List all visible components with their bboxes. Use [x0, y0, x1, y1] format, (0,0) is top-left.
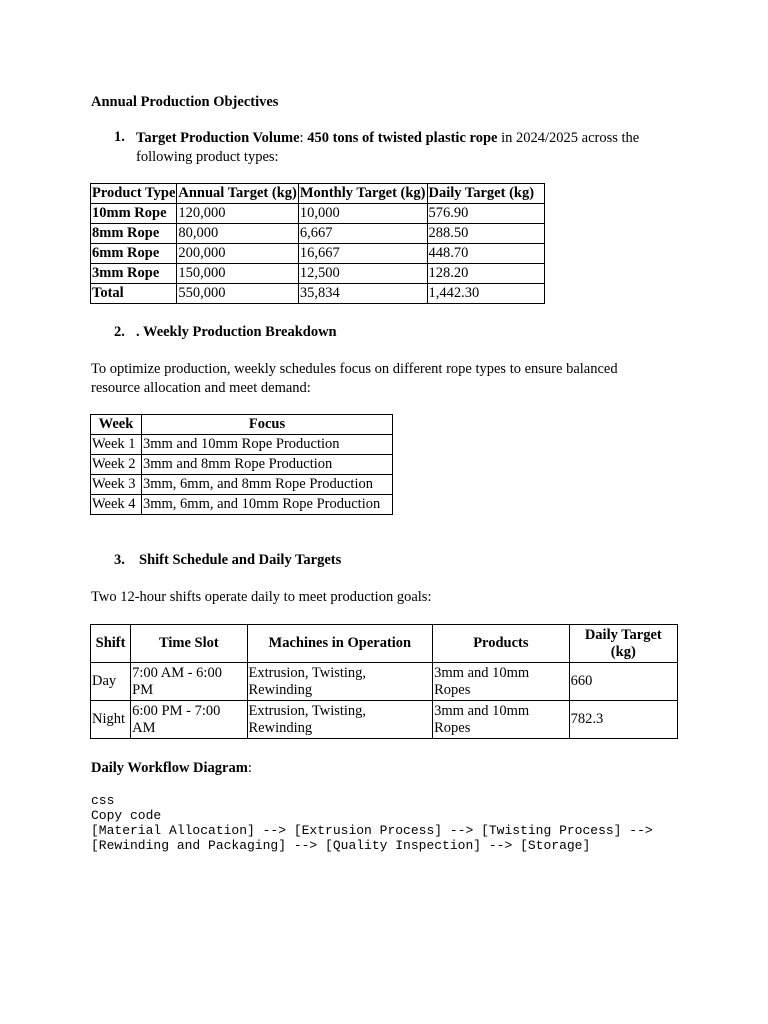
weekly-breakdown-table: [90, 414, 393, 515]
table-cell: 128.20: [427, 264, 544, 284]
table-header: Shift: [91, 625, 131, 663]
table-cell: 576.90: [427, 204, 544, 224]
table-cell: 782.3: [569, 701, 677, 739]
table-cell: 150,000: [177, 264, 298, 284]
table-cell: 3mm, 6mm, and 10mm Rope Production: [142, 495, 393, 515]
shift-schedule-table: [90, 624, 678, 739]
table-cell: 660: [569, 663, 677, 701]
table-row: [91, 495, 393, 515]
table-header: Annual Target (kg): [177, 184, 298, 204]
table-row: [91, 244, 545, 264]
table-row: [91, 435, 393, 455]
table-header: Time Slot: [131, 625, 247, 663]
workflow-heading: [91, 760, 252, 777]
table-cell: 3mm and 10mm Ropes: [433, 663, 569, 701]
product-targets-table: [90, 183, 545, 304]
item-1-colon: :: [299, 130, 304, 146]
workflow-label: Daily Workflow Diagram: [91, 760, 248, 776]
code-line: [Rewinding and Packaging] --> [Quality Inspection] --> [Storage]: [91, 838, 591, 853]
table-header: Monthly Target (kg): [298, 184, 427, 204]
table-row: [91, 701, 678, 739]
item-1-text: [136, 129, 696, 167]
table-cell: 35,834: [298, 284, 427, 304]
item-1-label: Target Production Volume: [136, 130, 300, 146]
page-heading: Annual Production Objectives: [91, 94, 279, 110]
paragraph-line: resource allocation and meet demand:: [91, 380, 311, 396]
table-cell: 6:00 PM - 7:00 AM: [131, 701, 247, 739]
item-3-label: Shift Schedule and Daily Targets: [139, 552, 342, 568]
item-1-value: 450 tons of twisted plastic rope: [307, 130, 498, 146]
table-cell: Week 4: [91, 495, 142, 515]
table-row: [91, 264, 545, 284]
table-cell: Week 3: [91, 475, 142, 495]
code-language-label: css: [91, 793, 115, 808]
table-cell: Extrusion, Twisting, Rewinding: [247, 663, 433, 701]
table-cell: 3mm and 10mm Ropes: [433, 701, 569, 739]
item-1-rest: in 2024/2025 across the: [497, 130, 640, 146]
paragraph-weekly: [91, 360, 691, 398]
table-cell: 120,000: [177, 204, 298, 224]
table-cell: 3mm and 10mm Rope Production: [142, 435, 393, 455]
paragraph-shifts: Two 12-hour shifts operate daily to meet production goals:: [91, 589, 432, 605]
table-cell: 80,000: [177, 224, 298, 244]
table-cell: Week 1: [91, 435, 142, 455]
workflow-colon: :: [247, 760, 252, 776]
table-header: Daily Target (kg): [569, 625, 677, 663]
table-row: [91, 284, 545, 304]
table-cell: 3mm, 6mm, and 8mm Rope Production: [142, 475, 393, 495]
table-cell: 10mm Rope: [91, 204, 177, 224]
code-line: [Material Allocation] --> [Extrusion Process] --> [Twisting Process] -->: [91, 823, 653, 838]
table-cell: Total: [91, 284, 177, 304]
list-number-1: 1.: [114, 129, 125, 145]
table-row: [91, 224, 545, 244]
paragraph-line: To optimize production, weekly schedules focus on different rope types to ensure balanced: [91, 361, 618, 377]
item-1-rest-line2: following product types:: [136, 149, 279, 165]
code-block: [91, 793, 653, 853]
table-header: Focus: [142, 415, 393, 435]
table-cell: 448.70: [427, 244, 544, 264]
table-cell: 10,000: [298, 204, 427, 224]
table-cell: Day: [91, 663, 131, 701]
table-cell: 550,000: [177, 284, 298, 304]
table-cell: 200,000: [177, 244, 298, 264]
table-cell: 7:00 AM - 6:00 PM: [131, 663, 247, 701]
table-header: Products: [433, 625, 569, 663]
table-row: [91, 475, 393, 495]
table-cell: 6mm Rope: [91, 244, 177, 264]
table-cell: Night: [91, 701, 131, 739]
table-header: Daily Target (kg): [427, 184, 544, 204]
table-row: [91, 204, 545, 224]
table-cell: 6,667: [298, 224, 427, 244]
table-cell: 12,500: [298, 264, 427, 284]
table-cell: 8mm Rope: [91, 224, 177, 244]
table-cell: 1,442.30: [427, 284, 544, 304]
list-number-3: 3.: [114, 552, 125, 568]
table-cell: 288.50: [427, 224, 544, 244]
table-header: Week: [91, 415, 142, 435]
table-row: [91, 455, 393, 475]
table-cell: Extrusion, Twisting, Rewinding: [247, 701, 433, 739]
table-cell: 3mm Rope: [91, 264, 177, 284]
copy-code-button[interactable]: Copy code: [91, 808, 162, 823]
table-header: Machines in Operation: [247, 625, 433, 663]
item-2-label: . Weekly Production Breakdown: [136, 324, 337, 340]
table-cell: 16,667: [298, 244, 427, 264]
table-cell: 3mm and 8mm Rope Production: [142, 455, 393, 475]
table-header: Product Type: [91, 184, 177, 204]
table-row: [91, 663, 678, 701]
list-number-2: 2.: [114, 324, 125, 340]
table-cell: Week 2: [91, 455, 142, 475]
